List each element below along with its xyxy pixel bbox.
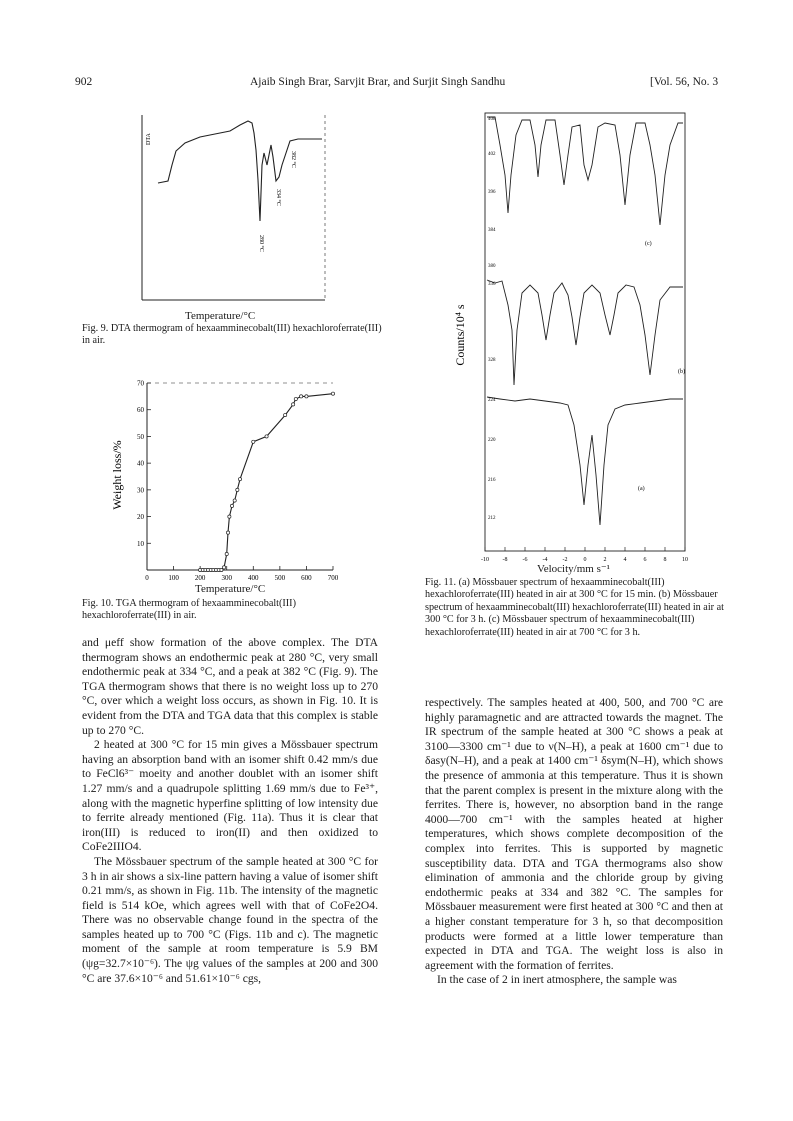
panel-label-c: (c) — [645, 241, 652, 247]
mossbauer-x-tick-label: 8 — [663, 557, 667, 563]
fig10-caption: Fig. 10. TGA thermogram of hexaamminecobalt(III) hexachloroferrate(III) in air. — [82, 598, 296, 622]
tga-x-tick-label: 500 — [274, 574, 286, 582]
dta-marker-334: 334 °C — [275, 189, 281, 206]
tga-data-point — [230, 504, 233, 507]
spectrum-a — [487, 397, 683, 525]
panel-label-b: (b) — [678, 369, 685, 375]
left-paragraph-1: and μeff show formation of the above complex. The DTA thermogram shows an endothermic peak at 280 °C, very small endothermic peak at 334 °C, and a peak at 382 °C (Fig. 9). The TGA thermogram shows that there is no weight loss up to 270 °C, over which a weight loss occurs, as shown in Fig. 10. It is evident from the DTA and TGA data that this complex is stable up to 270 °C. — [82, 636, 378, 737]
ytick-c-380: 380 — [488, 264, 496, 269]
tga-data-point — [252, 440, 255, 443]
ytick-c-384: 384 — [488, 228, 496, 233]
right-paragraph-2: In the case of 2 in inert atmosphere, the sample was — [437, 973, 677, 987]
panel-label-a: (a) — [638, 486, 645, 492]
tga-data-point — [228, 515, 231, 518]
mossbauer-y-axis-label: Counts/10⁴ s — [453, 304, 467, 366]
tga-ticks — [137, 380, 339, 583]
spectrum-b — [487, 280, 683, 385]
tga-data-point — [305, 395, 308, 398]
ytick-b-328: 328 — [488, 358, 496, 363]
tga-data-point — [284, 413, 287, 416]
fig9-caption: Fig. 9. DTA thermogram of hexaamminecobalt(III) hexachloroferrate(III) in air. — [82, 323, 382, 347]
right-column-text — [425, 696, 723, 988]
ytick-b-336: 336 — [488, 282, 496, 287]
ytick-a-212: 212 — [488, 516, 496, 521]
running-authors: Ajaib Singh Brar, Sarvjit Brar, and Surjit Singh Sandhu — [250, 76, 506, 88]
tga-data-point — [294, 397, 297, 400]
tga-data-point — [265, 435, 268, 438]
dta-curve — [158, 121, 322, 221]
fig9-xlabel: Temperature/°C — [185, 310, 256, 322]
left-paragraph-2: 2 heated at 300 °C for 15 min gives a Mössbauer spectrum having an absorption band with an isomer shift 0.42 mm/s due to FeCl6³⁻ moeity and another doublet with an isomer shift 1.27 mm/s and a quadrupole splitting 1.69 mm/s due to Fe³⁺, along with the magnetic hyperfine splitting of low intensity due to ferrite already mentioned (Fig. 11a). Thus it is clear that iron(III) is reduced to iron(II) and then oxidized to CoFe2IIIO4. — [82, 738, 378, 854]
mossbauer-x-tick-label: -10 — [481, 557, 489, 563]
dta-marker-dta: DTA — [146, 133, 152, 145]
ytick-a-224: 224 — [488, 398, 496, 403]
mossbauer-x-tick-label: -6 — [522, 557, 528, 563]
tga-x-tick-label: 0 — [145, 574, 149, 582]
figure-10-tga — [105, 375, 350, 590]
left-column-text — [82, 636, 378, 986]
tga-curve — [200, 394, 333, 570]
tga-axes — [147, 383, 333, 570]
mossbauer-x-tick-label: 4 — [623, 557, 627, 563]
tga-plot — [105, 375, 350, 590]
mossbauer-x-tick-label: 2 — [603, 557, 607, 563]
mossbauer-plot — [450, 105, 700, 570]
tga-data-point — [236, 488, 239, 491]
tga-x-tick-label: 700 — [327, 574, 339, 582]
fig10-xlabel: Temperature/°C — [195, 583, 266, 595]
ytick-a-216: 216 — [488, 478, 496, 483]
mossbauer-x-tick-label: 6 — [643, 557, 647, 563]
tga-data-point — [292, 403, 295, 406]
tga-y-tick-label: 30 — [137, 486, 144, 495]
mossbauer-x-tick-label: -4 — [542, 557, 548, 563]
fig11-xlabel: Velocity/mm s⁻¹ — [537, 563, 610, 575]
tga-data-point — [300, 395, 303, 398]
tga-y-tick-label: 60 — [137, 406, 144, 415]
mossbauer-x-tick-label: 0 — [583, 557, 587, 563]
ytick-c-396: 396 — [488, 190, 496, 195]
mossbauer-x-tick-label: -2 — [562, 557, 568, 563]
mossbauer-x-tick-label: 10 — [682, 557, 688, 563]
tga-data-point — [331, 392, 334, 395]
tga-points — [199, 392, 335, 572]
tga-data-point — [220, 568, 223, 571]
right-paragraph-1: respectively. The samples heated at 400, 500, and 700 °C are highly paramagnetic and are attracted towards the magnet. The IR spectrum of the sample heated at 300 °C shows a peak at 3100—3300 cm⁻¹ due to ν(N–H), a peak at 1600 cm⁻¹ due to δasy(N–H), and a peak at 1400 cm⁻¹ δsym(N–H), which shows the presence of ammonia at this temperature. Thus it is shown that the parent complex is present in the mixture along with the ferrites. There is, however, no absorption band in the range 4000—700 cm⁻¹ with the samples heated at higher temperatures, which shows complete decomposition of the complex into ferrites. This is supported by magnetic susceptibility data. DTA and TGA thermograms also show elimination of ammonia and the chloride group by giving endothermic peaks at 334 and 382 °C. The samples for Mössbauer measurement were first heated at 300 °C and then at a higher constant temperature for 3 h, so that decomposition products were formed at a little lower temperature than expected in DTA and TGA. The weight loss is also in agreement with the formation of ferrites. — [425, 696, 723, 972]
tga-x-tick-label: 400 — [248, 574, 259, 582]
tga-x-tick-label: 200 — [194, 574, 206, 582]
dta-plot — [130, 105, 330, 320]
tga-y-tick-label: 70 — [137, 379, 144, 388]
ytick-a-220: 220 — [488, 438, 496, 443]
ytick-c-402: 402 — [488, 152, 496, 157]
tga-x-tick-label: 600 — [301, 574, 312, 582]
spectrum-c — [487, 117, 683, 225]
tga-x-tick-label: 100 — [168, 574, 179, 582]
tga-y-tick-label: 50 — [137, 432, 144, 441]
mossbauer-x-tick-label: -8 — [502, 557, 508, 563]
figure-11-mossbauer — [450, 105, 700, 570]
tga-data-point — [225, 552, 228, 555]
mossbauer-x-ticks — [481, 547, 688, 563]
left-paragraph-3: The Mössbauer spectrum of the sample heated at 300 °C for 3 h in air shows a six-line pattern having a value of isomer shift 0.21 mm/s, as shown in Fig. 11b. The intensity of the magnetic field is 514 kOe, which agrees well with that of CoFe2O4. There was no observable change found in the spectra of the samples heated up to 700 °C (Figs. 11b and c). The magnetic moment of the sample at room temperature is 5.9 BM (ψg=32.7×10⁻⁶). The ψg values of the samples at 200 and 300 °C are 37.6×10⁻⁶ and 51.61×10⁻⁶ cgs, — [82, 854, 378, 985]
tga-data-point — [222, 566, 225, 569]
running-volume: [Vol. 56, No. 3 — [650, 76, 719, 88]
dta-marker-382: 382 °C — [290, 151, 296, 168]
tga-x-tick-label: 300 — [221, 574, 232, 582]
tga-data-point — [226, 531, 229, 534]
dta-marker-280: 280 °C — [258, 235, 264, 252]
page-number: 902 — [75, 76, 93, 88]
tga-data-point — [238, 478, 241, 481]
tga-y-axis-label: Weight loss/% — [110, 440, 124, 510]
tga-y-tick-label: 20 — [137, 513, 144, 522]
ytick-c-408: 408 — [488, 117, 496, 122]
tga-y-tick-label: 40 — [137, 459, 144, 468]
fig11-caption: Fig. 11. (a) Mössbauer spectrum of hexaamminecobalt(III) hexachloroferrate(III) heated in air at 300 °C for 15 min. (b) Mössbauer spectrum of hexaamminecobalt(III) hexachloroferrate(III) heated in air at 300 °C for 3 h. (c) Mössbauer spectrum of hexaamminecobalt(III) hexachloroferrate(III) heated in air at 700 °C for 3 h. — [425, 577, 724, 638]
tga-y-tick-label: 10 — [137, 539, 144, 548]
figure-9-dta — [130, 105, 330, 320]
tga-data-point — [233, 499, 236, 502]
